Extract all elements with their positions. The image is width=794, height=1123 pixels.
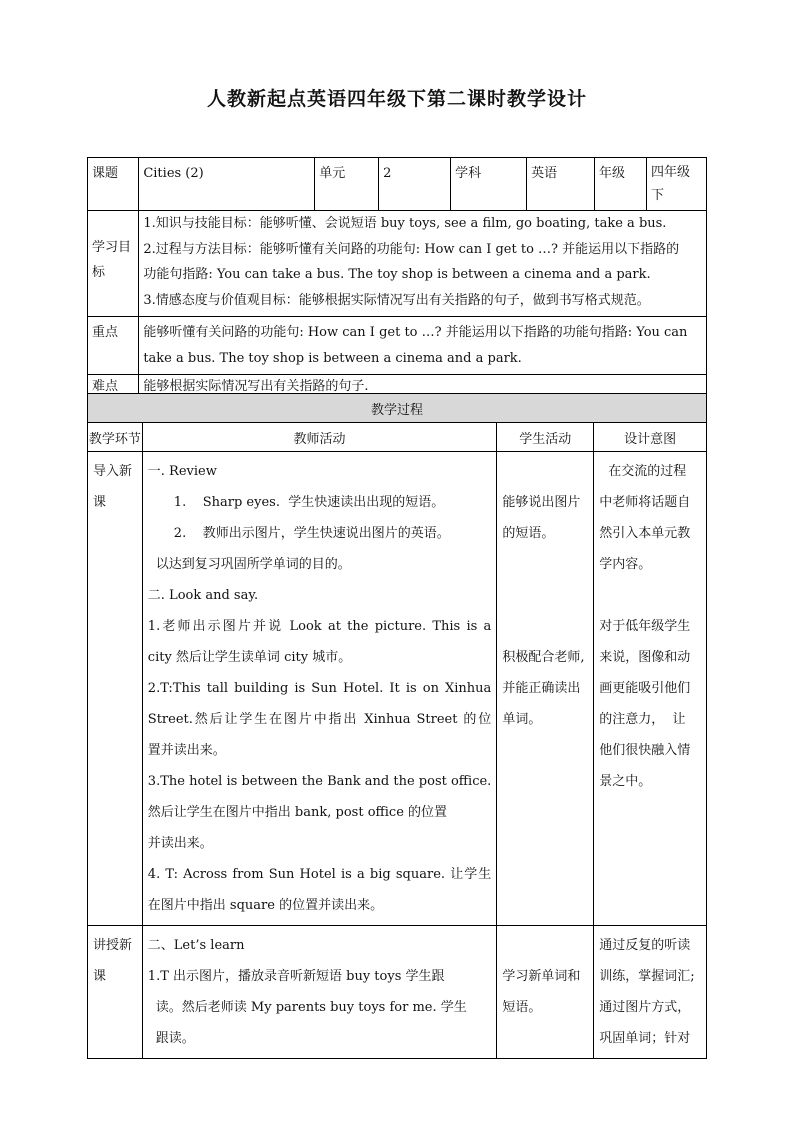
teacher-line: 1.老师出示图片并说 Look at the picture. This is a bbox=[147, 619, 492, 634]
student-line: 单词。 bbox=[502, 712, 542, 727]
teacher-line: 并读出来。 bbox=[147, 836, 213, 851]
unit-value: 2 bbox=[379, 158, 451, 211]
unit-label: 单元 bbox=[315, 158, 379, 211]
intent-line: 画更能吸引他们 bbox=[599, 681, 691, 696]
teacher-line: 然后让学生在图片中指出 bank, post office 的位置 bbox=[147, 805, 448, 820]
teacher-line: 一. Review bbox=[147, 464, 217, 479]
teacher-line: 以达到复习巩固所学单词的目的。 bbox=[155, 557, 351, 572]
stage1-student bbox=[497, 452, 594, 926]
process-section-title: 教学过程 bbox=[88, 394, 707, 423]
intent-line: 通过图片方式， bbox=[599, 1000, 691, 1015]
stage1-intent bbox=[594, 452, 707, 926]
intent-line: 来说，图像和动 bbox=[599, 650, 691, 665]
grade-label: 年级 bbox=[595, 158, 647, 211]
key-line: 能够听懂有关问路的功能句: How can I get to …? 并能运用以下指路的功能句指路: You can bbox=[143, 325, 688, 340]
teacher-line: Street.然后让学生在图片中指出 Xinhua Street 的位 bbox=[147, 712, 492, 727]
teacher-line: 跟读。 bbox=[155, 1031, 195, 1046]
teacher-line: 二、Let’s learn bbox=[147, 938, 245, 953]
intent-line: 的注意力， 让 bbox=[599, 712, 686, 727]
goal-line: 1.知识与技能目标：能够听懂、会说短语 buy toys, see a film, go boating, take a bus. bbox=[143, 216, 667, 231]
stage2-teacher bbox=[142, 926, 497, 1059]
intent-line: 在交流的过程 bbox=[608, 464, 687, 479]
goal-line: 功能句指路: You can take a bus. The toy shop is between a cinema and a park. bbox=[143, 267, 651, 282]
stage2-row bbox=[88, 926, 707, 1059]
teacher-line: 读。然后老师读 My parents buy toys for me. 学生 bbox=[155, 1000, 467, 1015]
goals-content bbox=[139, 211, 707, 317]
student-line: 积极配合老师, bbox=[502, 650, 585, 665]
student-line: 学习新单词和 bbox=[502, 969, 581, 984]
process-header-row bbox=[88, 423, 707, 452]
teacher-line: city 然后让学生读单词 city 城市。 bbox=[147, 650, 352, 665]
key-row bbox=[88, 317, 707, 375]
stage2-intent bbox=[594, 926, 707, 1059]
teacher-line: 4. T: Across from Sun Hotel is a big square. 让学生 bbox=[147, 867, 492, 882]
intent-line: 学内容。 bbox=[599, 557, 652, 572]
header-intent: 设计意图 bbox=[594, 423, 707, 452]
subject-label: 学科 bbox=[451, 158, 527, 211]
intent-line: 对于低年级学生 bbox=[599, 619, 691, 634]
teaching-process-table bbox=[87, 393, 707, 1059]
page-title: 人教新起点英语四年级下第二课时教学设计 bbox=[206, 88, 587, 110]
student-line: 的短语。 bbox=[502, 526, 555, 541]
topic-value: Cities (2) bbox=[139, 158, 315, 211]
difficulty-content: 能够根据实际情况写出有关指路的句子. bbox=[139, 375, 707, 402]
teacher-line: 2. 教师出示图片，学生快速说出图片的英语。 bbox=[173, 526, 450, 541]
stage2-name: 讲授新课 bbox=[88, 926, 143, 1059]
header-stage: 教学环节 bbox=[88, 423, 143, 452]
key-line: take a bus. The toy shop is between a cinema and a park. bbox=[143, 350, 522, 366]
grade-value: 四年级下 bbox=[647, 158, 707, 211]
lesson-info-table bbox=[87, 157, 707, 402]
topic-label: 课题 bbox=[88, 158, 139, 211]
intent-line: 巩固单词；针对 bbox=[599, 1031, 691, 1046]
teacher-line: 在图片中指出 square 的位置并读出来。 bbox=[147, 898, 384, 913]
teacher-line: 1. Sharp eyes. 学生快速读出出现的短语。 bbox=[173, 495, 445, 510]
teacher-line: 3.The hotel is between the Bank and the post office. bbox=[147, 774, 492, 789]
teacher-line: 二. Look and say. bbox=[147, 588, 259, 603]
stage2-student bbox=[497, 926, 594, 1059]
intent-line: 中老师将话题自 bbox=[599, 495, 691, 510]
student-line: 短语。 bbox=[502, 1000, 542, 1015]
student-line: 并能正确读出 bbox=[502, 681, 581, 696]
stage1-row bbox=[88, 452, 707, 926]
teacher-line: 置并读出来。 bbox=[147, 743, 226, 758]
key-content bbox=[139, 317, 707, 375]
intent-line: 通过反复的听读 bbox=[599, 938, 691, 953]
goals-row bbox=[88, 211, 707, 317]
student-line: 能够说出图片 bbox=[502, 495, 581, 510]
difficulty-label: 难点 bbox=[88, 375, 139, 402]
stage1-teacher bbox=[142, 452, 497, 926]
header-teacher: 教师活动 bbox=[142, 423, 497, 452]
key-label: 重点 bbox=[88, 317, 139, 375]
intent-line: 然引入本单元教 bbox=[599, 526, 691, 541]
intent-line: 景之中。 bbox=[599, 774, 652, 789]
header-student: 学生活动 bbox=[497, 423, 594, 452]
intent-line: 他们很快融入情 bbox=[599, 743, 691, 758]
stage1-name: 导入新课 bbox=[88, 452, 143, 926]
goal-line: 3.情感态度与价值观目标：能够根据实际情况写出有关指路的句子，做到书写格式规范。 bbox=[143, 292, 650, 308]
subject-value: 英语 bbox=[527, 158, 595, 211]
teacher-line: 2.T:This tall building is Sun Hotel. It is on Xinhua bbox=[147, 681, 492, 696]
intent-line: 训练，掌握词汇; bbox=[599, 969, 695, 984]
goals-label: 学习目标 bbox=[88, 211, 139, 317]
teacher-line: 1.T 出示图片，播放录音听新短语 buy toys 学生跟 bbox=[147, 969, 445, 984]
info-row bbox=[88, 158, 707, 211]
goal-line: 2.过程与方法目标：能够听懂有关问路的功能句: How can I get to …? 并能运用以下指路的 bbox=[143, 241, 680, 257]
